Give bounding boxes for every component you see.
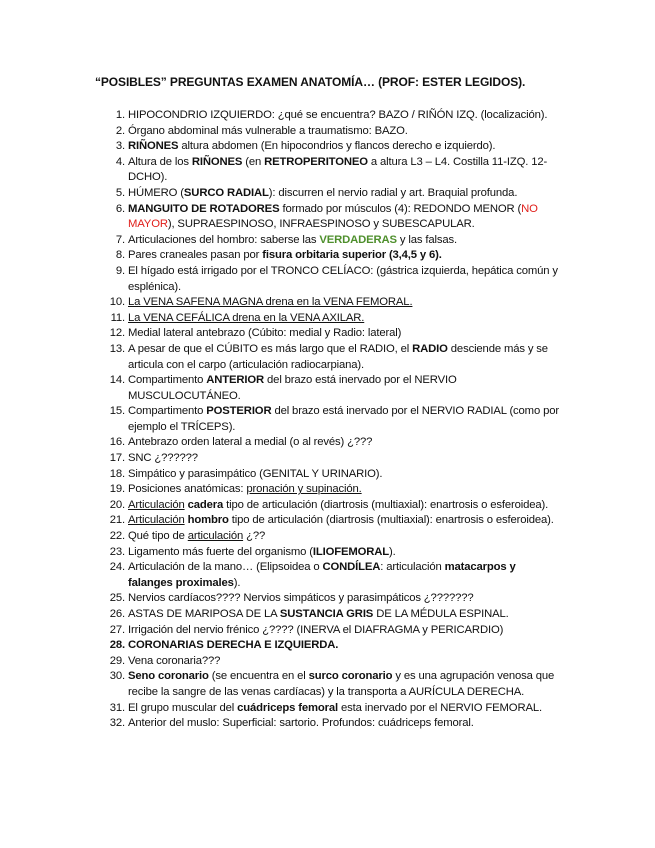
question-item <box>0 623 563 639</box>
question-text <box>128 514 554 526</box>
question-number: 17. <box>109 452 125 465</box>
question-number: 20. <box>109 498 125 511</box>
question-item <box>0 482 563 498</box>
question-text-run: Articulaciones del hombro: saberse las <box>128 233 320 246</box>
question-number: 8. <box>115 249 125 262</box>
question-text-run: VERDADERAS <box>319 233 397 246</box>
question-text-run: Nervios cardíacos???? Nervios simpáticos y parasimpáticos ¿??????? <box>128 592 474 605</box>
question-item <box>0 467 563 483</box>
question-text-run: El grupo muscular del <box>128 701 238 714</box>
question-text <box>128 546 396 558</box>
question-text-run: Órgano abdominal más vulnerable a traumatismo: BAZO. <box>128 124 408 137</box>
question-text-run: NO MAYOR <box>128 202 538 231</box>
question-text-run: HIPOCONDRIO IZQUIERDO: ¿qué se encuentra? BAZO / RIÑÓN IZQ. (localización). <box>128 109 548 121</box>
question-text <box>128 296 412 308</box>
question-item <box>0 139 563 155</box>
question-item <box>0 545 563 561</box>
question-text-run: : articulación <box>380 561 445 574</box>
question-text <box>128 530 265 542</box>
question-number: 16. <box>109 436 125 449</box>
question-text-run: matacarpos y falanges proximales <box>128 561 516 589</box>
question-text <box>128 717 474 729</box>
question-number: 19. <box>109 483 125 496</box>
question-text <box>128 670 554 698</box>
question-text-run: Ligamento más fuerte del organismo ( <box>128 545 313 558</box>
question-item <box>0 326 563 342</box>
question-text-run: Compartimento <box>128 405 207 418</box>
question-number: 29. <box>109 654 125 667</box>
question-text-run: desciende más y se articula con el carpo (articulación radiocarpiana). <box>128 342 548 371</box>
question-text-run: ), SUPRAESPINOSO, INFRAESPINOSO y SUBESCAPULAR. <box>167 218 475 231</box>
question-text-run: (en <box>242 155 265 168</box>
question-item <box>0 155 563 186</box>
question-text-run: Seno coronario <box>128 670 209 683</box>
question-item <box>0 591 563 607</box>
question-number: 23. <box>109 545 125 558</box>
question-text <box>128 483 362 495</box>
question-text-run: formado por músculos (4): REDONDO MENOR ( <box>279 202 522 215</box>
question-item <box>0 311 563 327</box>
question-item <box>0 498 563 514</box>
question-item <box>0 435 563 451</box>
question-text-run: DE LA MÉDULA ESPINAL. <box>373 608 509 620</box>
question-text-run: SNC ¿?????? <box>128 452 198 465</box>
question-text-run: SUSTANCIA GRIS <box>279 608 374 620</box>
question-text-run: cuádriceps femoral <box>237 701 339 714</box>
question-item <box>0 701 563 717</box>
question-number: 28. <box>109 639 125 652</box>
question-text <box>128 608 509 620</box>
question-number: 25. <box>109 592 125 605</box>
question-text <box>128 140 495 152</box>
question-text-run: hombro <box>187 514 229 527</box>
question-text-run: CONDÍLEA <box>322 561 381 574</box>
question-text-run: La VENA CEFÁLICA drena en la VENA AXILAR. <box>128 311 365 324</box>
question-number: 7. <box>115 233 125 246</box>
question-text-run: articulación <box>187 530 244 543</box>
question-number: 21. <box>109 514 125 527</box>
question-text <box>128 405 559 433</box>
question-text-run: RIÑONES <box>191 155 243 168</box>
question-item <box>0 669 563 700</box>
question-text-run: La VENA SAFENA MAGNA drena en la VENA FEMORAL. <box>128 296 413 309</box>
question-text-run: ). <box>389 545 396 558</box>
document-title: “POSIBLES” PREGUNTAS EXAMEN ANATOMÍA… (PROF: ESTER LEGIDOS). <box>95 75 526 89</box>
question-item <box>0 607 563 623</box>
question-text-run: ASTAS DE MARIPOSA DE LA <box>128 608 280 620</box>
question-text <box>128 702 542 714</box>
question-item <box>0 124 563 140</box>
question-text-run: cadera <box>187 498 224 511</box>
question-text-run: ¿?? <box>243 530 266 543</box>
question-number: 9. <box>115 264 125 277</box>
question-number: 2. <box>115 124 125 137</box>
question-text-run: Compartimento <box>128 374 207 387</box>
question-item <box>0 202 563 233</box>
question-text <box>128 265 558 293</box>
question-text <box>128 234 457 246</box>
question-text-run: SURCO RADIAL <box>183 186 269 199</box>
question-item <box>0 654 563 670</box>
question-item <box>0 264 563 295</box>
question-text-run: Articulación <box>128 498 185 511</box>
question-text <box>128 156 547 184</box>
question-text <box>128 561 516 589</box>
question-text-run: Simpático y parasimpático (GENITAL Y URINARIO). <box>128 467 383 480</box>
question-text-run: RADIO <box>412 342 448 355</box>
question-number: 30. <box>109 670 125 683</box>
question-number: 11. <box>110 311 125 324</box>
question-text-run: surco coronario <box>308 670 393 683</box>
question-item <box>0 638 563 654</box>
question-text <box>128 203 538 231</box>
question-text <box>128 374 457 402</box>
question-text-run: Vena coronaria??? <box>128 654 221 667</box>
question-text-run: RIÑONES <box>128 140 179 153</box>
question-text <box>128 639 338 651</box>
question-text-run: CORONARIAS DERECHA E IZQUIERDA. <box>128 639 339 652</box>
question-item <box>0 342 563 373</box>
question-text-run: Anterior del muslo: Superficial: sartorio. Profundos: cuádriceps femoral. <box>128 717 474 730</box>
question-number: 15. <box>109 405 125 418</box>
question-text <box>128 468 382 480</box>
question-number: 31. <box>109 701 125 714</box>
question-text-run: Irrigación del nervio frénico ¿???? (INERVA el DIAFRAGMA y PERICARDIO) <box>128 623 504 636</box>
question-text-run: y es una agrupación venosa que recibe la sangre de las venas cardíacas) y la transporta a AURÍCULA DERECHA. <box>128 670 555 698</box>
question-text-run: Medial lateral antebrazo (Cúbito: medial y Radio: lateral) <box>128 327 402 340</box>
question-text-run: y las falsas. <box>396 233 457 246</box>
question-number: 13. <box>109 342 125 355</box>
question-item <box>0 233 563 249</box>
question-text <box>128 499 548 511</box>
question-number: 3. <box>115 140 125 153</box>
question-text-run: Pares craneales pasan por <box>128 249 263 262</box>
question-text-run: POSTERIOR <box>206 405 272 418</box>
question-text-run: Articulación <box>128 514 185 527</box>
question-text <box>128 624 503 636</box>
question-text-run: altura abdomen (En hipocondrios y flancos derecho e izquierdo). <box>178 140 496 153</box>
question-item <box>0 529 563 545</box>
question-item <box>0 108 563 124</box>
question-text <box>128 187 517 199</box>
question-text-run: MANGUITO DE ROTADORES <box>128 202 280 215</box>
question-text-run: Articulación de la mano… (Elipsoidea o <box>128 561 323 574</box>
question-text <box>128 436 372 448</box>
question-text <box>128 249 442 261</box>
question-number: 14. <box>109 374 125 387</box>
question-item <box>0 186 563 202</box>
question-number: 10. <box>109 296 125 309</box>
question-text-run: Qué tipo de <box>128 530 188 543</box>
question-text <box>128 343 548 371</box>
question-number: 12. <box>109 327 125 340</box>
question-text-run: tipo de articulación (diartrosis (multiaxial): enartrosis o esferoidea). <box>228 514 554 527</box>
question-item <box>0 248 563 264</box>
question-number: 4. <box>115 155 125 168</box>
question-text-run: El hígado está irrigado por el TRONCO CELÍACO: (gástrica izquierda, hepática común y esplénica). <box>128 264 558 293</box>
question-number: 22. <box>109 530 125 543</box>
question-text-run: del brazo está inervado por el NERVIO RADIAL (como por ejemplo el TRÍCEPS). <box>128 405 559 433</box>
question-item <box>0 373 563 404</box>
question-text-run: esta inervado por el NERVIO FEMORAL. <box>338 701 542 714</box>
question-item <box>0 513 563 529</box>
question-text-run: HÚMERO ( <box>128 186 184 199</box>
question-text-run: Altura de los <box>128 155 192 168</box>
question-number: 6. <box>115 202 125 215</box>
question-text <box>128 452 198 464</box>
question-number: 27. <box>109 623 125 636</box>
question-text <box>128 312 364 324</box>
question-text-run: RETROPERITONEO <box>264 155 368 168</box>
question-number: 24. <box>109 561 125 574</box>
question-text-run: del brazo está inervado por el NERVIO MUSCULOCUTÁNEO. <box>128 374 457 402</box>
question-item <box>0 404 563 435</box>
question-text <box>128 655 220 667</box>
question-text-run: fisura orbitaria superior (3,4,5 y 6). <box>262 249 442 262</box>
question-text-run: Posiciones anatómicas: <box>128 483 247 496</box>
question-item <box>0 560 563 591</box>
question-text-run: tipo de articulación (diartrosis (multiaxial): enartrosis o esferoidea). <box>223 498 549 511</box>
question-text <box>128 125 408 137</box>
question-number: 5. <box>115 186 125 199</box>
question-text <box>128 592 474 604</box>
question-item <box>0 295 563 311</box>
question-item <box>0 716 563 732</box>
question-text-run: a altura L3 – L4. Costilla 11-IZQ. 12-DCHO). <box>128 155 548 184</box>
question-text-run: ): discurren el nervio radial y art. Braquial profunda. <box>268 186 518 199</box>
question-text-run: pronación y supinación. <box>246 483 362 496</box>
question-list <box>0 108 655 732</box>
question-item <box>0 451 563 467</box>
question-text-run: ). <box>233 576 241 589</box>
question-text-run: Antebrazo orden lateral a medial (o al revés) ¿??? <box>128 436 373 449</box>
question-text <box>128 109 547 121</box>
question-text-run: (se encuentra en el <box>208 670 309 683</box>
question-number: 1. <box>115 109 125 121</box>
question-text-run: ANTERIOR <box>206 374 265 387</box>
question-text-run: ILIOFEMORAL <box>312 545 390 558</box>
question-text-run: A pesar de que el CÚBITO es más largo que el RADIO, el <box>128 342 413 355</box>
question-number: 26. <box>109 608 125 620</box>
question-number: 18. <box>109 467 125 480</box>
question-text <box>128 327 401 339</box>
question-number: 32. <box>109 717 125 730</box>
